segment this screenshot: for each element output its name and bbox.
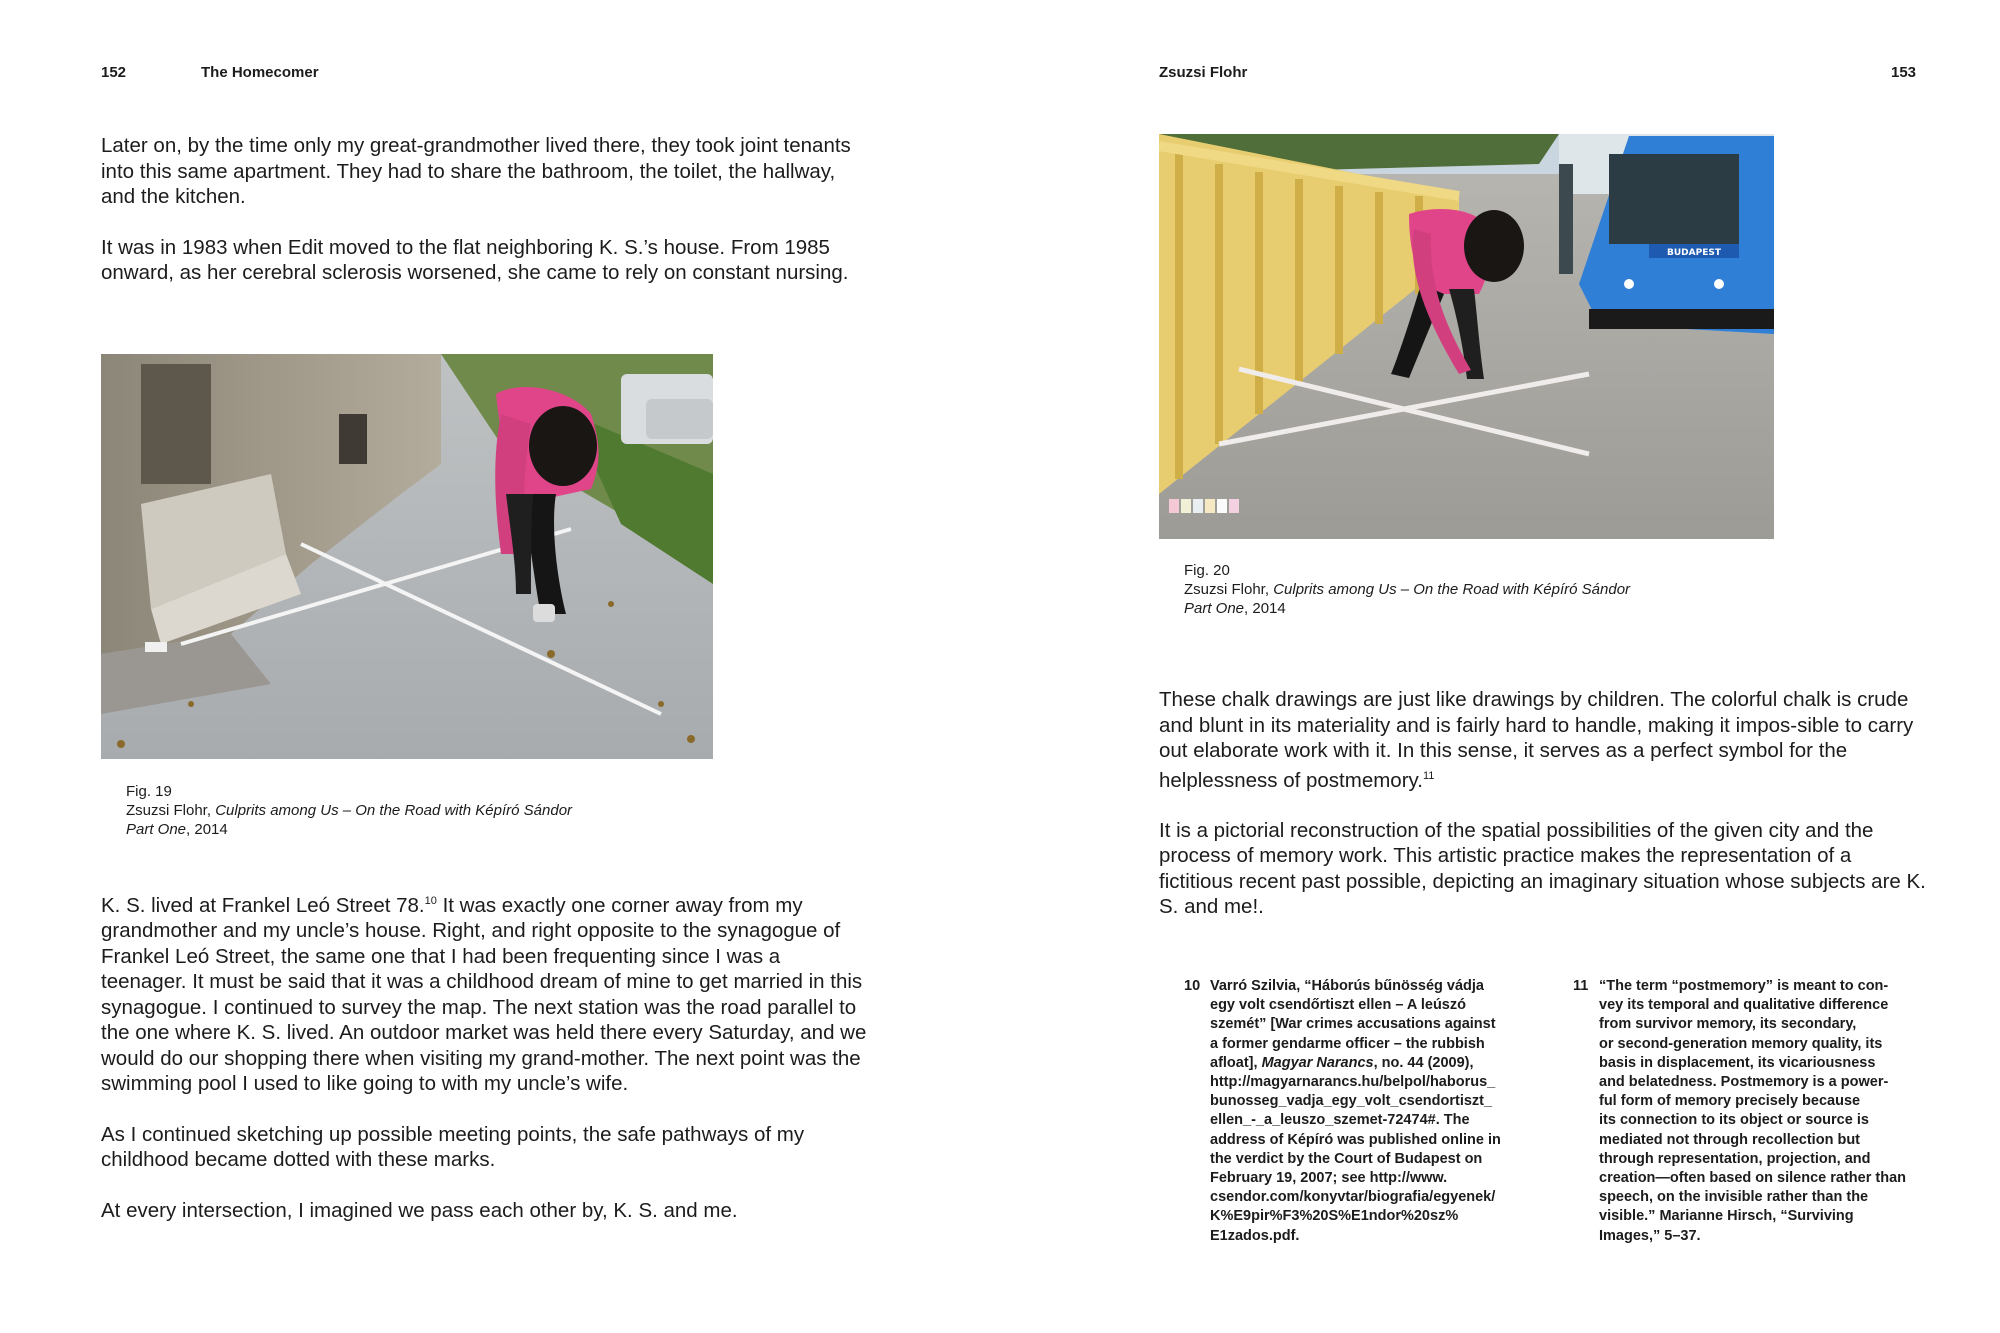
body-text-right xyxy=(1159,687,1929,920)
caption-line: Part One, 2014 xyxy=(1184,600,1286,617)
running-title-left: The Homecomer xyxy=(201,64,319,81)
footnote-number: 11 xyxy=(1573,978,1589,994)
running-title-right: Zsuzsi Flohr xyxy=(1159,64,1248,81)
footnote-link[interactable]: http://magyarnarancs.hu/belpol/haborus_ xyxy=(1210,1074,1496,1091)
figure-20-caption xyxy=(1184,561,1630,618)
footnote-link[interactable]: ellen_-_a_leuszo_szemet-72474#. The xyxy=(1210,1112,1470,1129)
caption-line: Zsuzsi Flohr, Culprits among Us – On the Road with Képíró Sándor xyxy=(126,802,573,819)
photo-woman-drawing-chalk-on-sidewalk xyxy=(101,354,713,759)
paragraph: It was in 1983 when Edit moved to the flat neighboring K. S.’s house. From 1985 onward, as her cerebral sclerosis worsened, she came to rely on constant nursing. xyxy=(101,235,849,284)
paragraph: K. S. lived at Frankel Leó Street 78.10 It was exactly one corner away from my grandmother and my uncle’s house. Right, and right opposite to the synagogue of Frankel Leó Street, the same one that I had been frequenting since I was a teenager. It must be said that it was a childhood dream of mine to get married in this synagogue. I continued to survey the map. The next station was the road parallel to the one where K. S. lived. An outdoor market was held there every Saturday, and we would do our shopping there when visiting my grand-mother. The next point was the swimming pool I used to like going to with my uncle’s wife. xyxy=(101,893,867,1096)
page-number-left: 152 xyxy=(101,64,127,81)
right-page xyxy=(1000,0,2000,1333)
footnote-number: 10 xyxy=(1184,978,1201,994)
paragraph: Later on, by the time only my great-grandmother lived there, they took joint tenants into this same apartment. They had to share the bathroom, the toilet, the hallway, and the kitchen. xyxy=(101,134,851,208)
paragraph: As I continued sketching up possible meeting points, the safe pathways of my childhood became dotted with these marks. xyxy=(101,1122,805,1172)
body-text-bottom-left xyxy=(101,889,871,1223)
paragraph: These chalk drawings are just like drawings by children. The colorful chalk is crude and blunt in its materiality and is fairly hard to handle, making it impos-sible to carry out elaborate work with it. In this sense, it serves as a perfect symbol for the helplessness of postmemory.$^{11}$ xyxy=(1159,688,1914,792)
figure-label: Fig. 19 xyxy=(126,783,172,800)
figure-19-photo xyxy=(101,354,713,759)
figure-19-caption xyxy=(126,782,572,839)
footnote-text: Varró Szilvia, “Háborús bűnösség vádja egy volt csendőrtiszt ellen – A leúszó szemét” [War crimes accusations against a former gendarme officer – the rubbish afloat], Magyar Narancs, no. 44 (2009), http://magyarnarancs.hu/belpol/haborus_ bunosseg_vadja_egy_volt_csendortiszt_ ellen_-_a_leuszo_szemet-72474#. The address of Képíró was published online in the verdict by the Court of Budapest on February 19, 2007; see http://www. csendor.com/konyvtar/biografia/egyenek/ K%E9pir%F3%20S%E1ndor%20sz% E1zados.pdf. xyxy=(1210,977,1501,1246)
footnote-ref-11[interactable]: 11 xyxy=(1422,769,1435,782)
caption-line: Zsuzsi Flohr, Culprits among Us – On the Road with Képíró Sándor xyxy=(1184,581,1631,598)
footnote-link[interactable]: E1zados.pdf. xyxy=(1210,1227,1300,1244)
footnote-link[interactable]: bunosseg_vadja_egy_volt_csendortiszt_ xyxy=(1210,1093,1493,1110)
footnote-link[interactable]: February 19, 2007; see http://www. xyxy=(1210,1170,1448,1187)
footnote-link[interactable]: csendor.com/konyvtar/biografia/egyenek/ xyxy=(1210,1189,1496,1206)
caption-line: Part One, 2014 xyxy=(126,821,228,838)
footnote-text: “The term “postmemory” is meant to con- vey its temporal and qualitative difference from survivor memory, its secondary, or second-generation memory quality, its basis in displacement, its vicariousness and belatedness. Postmemory is a power- ful form of memory precisely because its connection to its object or source is mediated not through recollection but through representation, projection, and creation—often based on silence rather than speech, on the invisible rather than the visible.” Marianne Hirsch, “Surviving Images,” 5–37. xyxy=(1599,978,1906,1244)
paragraph: It is a pictorial reconstruction of the spatial possibilities of the given city and the process of memory work. This artistic practice makes the representation of a fictitious recent past possible, depicting an imaginary situation whose subjects are K. S. and me!. xyxy=(1159,818,1926,919)
photo-woman-drawing-chalk-on-bridge xyxy=(1159,134,1774,539)
figure-20-photo xyxy=(1159,134,1774,539)
footnote-ref-10[interactable]: 10 xyxy=(424,895,437,907)
body-text-top-left xyxy=(101,133,871,286)
bus-sign: BUDAPEST xyxy=(1667,248,1721,258)
footnote-link[interactable]: K%E9pir%F3%20S%E1ndor%20sz% xyxy=(1210,1208,1459,1225)
figure-label: Fig. 20 xyxy=(1184,562,1230,579)
paragraph: At every intersection, I imagined we pass each other by, K. S. and me. xyxy=(101,1198,738,1222)
page-number-right: 153 xyxy=(1891,64,1917,81)
